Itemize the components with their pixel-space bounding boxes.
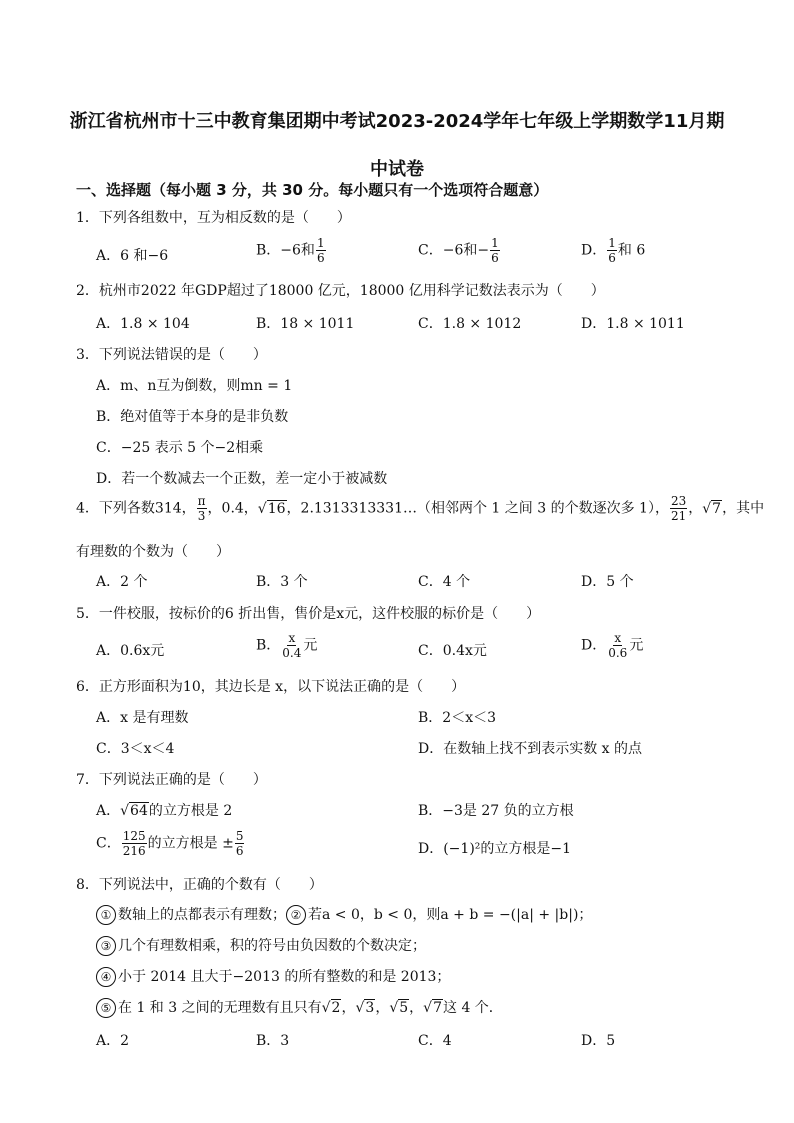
q7-option-c: C． $\frac{125}{216}$ 的立方根是 ± $\frac{5}{6}$ <box>96 829 244 858</box>
q4-option-a: A．2 个 <box>96 574 148 590</box>
fraction: $\frac{5}{6}$ <box>235 829 244 858</box>
q1-option-d: D． $\frac{1}{6}$ 和 6 <box>581 236 646 265</box>
q7-option-a: A．√64的立方根是 2 <box>96 803 233 819</box>
q3-option-b: B．绝对值等于本身的是非负数 <box>96 409 289 425</box>
q1-option-c: C．−6和− $\frac{1}{6}$ <box>418 236 499 265</box>
q4-stem-line2: 有理数的个数为（ ） <box>76 544 230 560</box>
q5-stem: 5．一件校服，按标价的6 折出售，售价是x元，这件校服的标价是（ ） <box>76 606 541 622</box>
circled-number-1: ① <box>96 905 116 925</box>
q5-option-b: B． $\frac{x}{0.4}$ 元 <box>256 631 318 660</box>
q1-option-a: A．6 和−6 <box>96 248 169 264</box>
title-line-2: 中试卷 <box>370 159 424 180</box>
q8-option-d: D．5 <box>581 1033 616 1049</box>
fraction: $\frac{23}{21}$ <box>670 494 687 523</box>
q2-option-d: D．1.8 × 1011 <box>581 316 685 332</box>
q8-option-b: B．3 <box>256 1033 290 1049</box>
sqrt: √16 <box>257 500 286 517</box>
q4-option-c: C．4 个 <box>418 574 471 590</box>
q6-option-b: B．2＜x＜3 <box>418 710 496 726</box>
sqrt: √2 <box>321 1000 341 1016</box>
q2-stem: 2．杭州市2022 年GDP超过了18000 亿元，18000 亿用科学记数法表示为（ ） <box>76 283 605 299</box>
q2-option-a: A．1.8 × 104 <box>96 316 190 332</box>
sqrt: √5 <box>389 1000 409 1016</box>
circled-number-3: ③ <box>96 936 116 956</box>
q8-statement-3: ③ 几个有理数相乘，积的符号由负因数的个数决定； <box>96 935 426 956</box>
q7-stem: 7．下列说法正确的是（ ） <box>76 772 267 788</box>
circled-number-2: ② <box>286 905 306 925</box>
q5-option-d: D． $\frac{x}{0.6}$ 元 <box>581 631 644 660</box>
q3-option-d: D．若一个数减去一个正数，差一定小于被减数 <box>96 471 388 487</box>
q1-stem: 1．下列各组数中，互为相反数的是（ ） <box>76 210 351 226</box>
fraction: $\frac{\pi}{3}$ <box>197 494 206 523</box>
fraction: $\frac{x}{0.6}$ <box>608 631 628 660</box>
q8-option-a: A．2 <box>96 1033 130 1049</box>
q4-option-b: B．3 个 <box>256 574 308 590</box>
sqrt: √7 <box>702 500 722 517</box>
fraction: $\frac{x}{0.4}$ <box>282 631 302 660</box>
fraction: $\frac{125}{216}$ <box>122 829 146 858</box>
q7-option-d: D．(−1)²的立方根是−1 <box>418 841 572 857</box>
q4-stem: 4．下列各数314， $\frac{\pi}{3}$ ，0.4，√16，2.1313313331…（相邻两个 1 之间 3 的个数逐次多 1）， $\frac{23}{21}$ ，√7，其中 <box>76 494 765 523</box>
q1-option-b: B．−6和 $\frac{1}{6}$ <box>256 236 325 265</box>
q4-option-d: D．5 个 <box>581 574 634 590</box>
q5-option-a: A．0.6x元 <box>96 643 165 659</box>
fraction: $\frac{1}{6}$ <box>608 236 616 265</box>
q3-option-a: A．m、n互为倒数，则mn = 1 <box>96 378 293 394</box>
sqrt: √7 <box>423 1000 442 1016</box>
q8-statement-4: ④ 小于 2014 且大于−2013 的所有整数的和是 2013； <box>96 966 450 987</box>
q3-option-c: C．−25 表示 5 个−2相乘 <box>96 440 264 456</box>
q6-stem: 6．正方形面积为10，其边长是 x，以下说法正确的是（ ） <box>76 679 466 695</box>
section-heading: 一、选择题（每小题 3 分，共 30 分。每小题只有一个选项符合题意） <box>76 181 549 199</box>
q6-option-d: D．在数轴上找不到表示实数 x 的点 <box>418 741 643 757</box>
q7-option-b: B．−3是 27 负的立方根 <box>418 803 574 819</box>
q8-stem: 8．下列说法中，正确的个数有（ ） <box>76 877 323 893</box>
q5-option-c: C．0.4x元 <box>418 643 487 659</box>
q8-statement-1-2: ① 数轴上的点都表示有理数； ② 若a < 0，b < 0，则a + b = −(|a| + |b|)； <box>96 904 592 925</box>
title-line-1: 浙江省杭州市十三中教育集团期中考试2023-2024学年七年级上学期数学11月期 <box>69 111 725 132</box>
fraction: $\frac{1}{6}$ <box>316 236 325 265</box>
q3-stem: 3．下列说法错误的是（ ） <box>76 347 267 363</box>
sqrt: √64 <box>120 803 148 819</box>
q2-option-c: C．1.8 × 1012 <box>418 316 522 332</box>
q8-statement-5: ⑤ 在 1 和 3 之间的无理数有且只有√2，√3，√5，√7这 4 个． <box>96 997 503 1018</box>
q6-option-c: C．3＜x＜4 <box>96 741 175 757</box>
q8-option-c: C．4 <box>418 1033 452 1049</box>
fraction: $\frac{1}{6}$ <box>491 236 499 265</box>
q2-option-b: B．18 × 1011 <box>256 316 355 332</box>
circled-number-5: ⑤ <box>96 998 116 1018</box>
q6-option-a: A．x 是有理数 <box>96 710 189 726</box>
sqrt: √3 <box>355 1000 375 1016</box>
circled-number-4: ④ <box>96 967 116 987</box>
